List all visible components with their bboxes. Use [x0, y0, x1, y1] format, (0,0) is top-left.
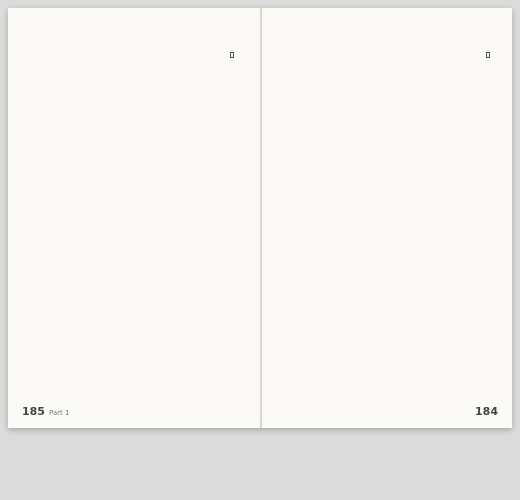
- right-page: [262, 8, 512, 428]
- right-section-heading: [486, 52, 490, 58]
- right-page-footer: [471, 405, 498, 418]
- book-spread: [8, 8, 512, 428]
- right-page-number: 184: [475, 405, 498, 418]
- left-page: [8, 8, 260, 428]
- right-page-text: [282, 52, 494, 392]
- left-section-heading: [230, 52, 234, 58]
- left-page-number: 185: [22, 405, 45, 418]
- left-running-head-part: Part 1: [48, 409, 70, 417]
- left-page-text: [26, 52, 238, 392]
- left-page-footer: [22, 405, 73, 418]
